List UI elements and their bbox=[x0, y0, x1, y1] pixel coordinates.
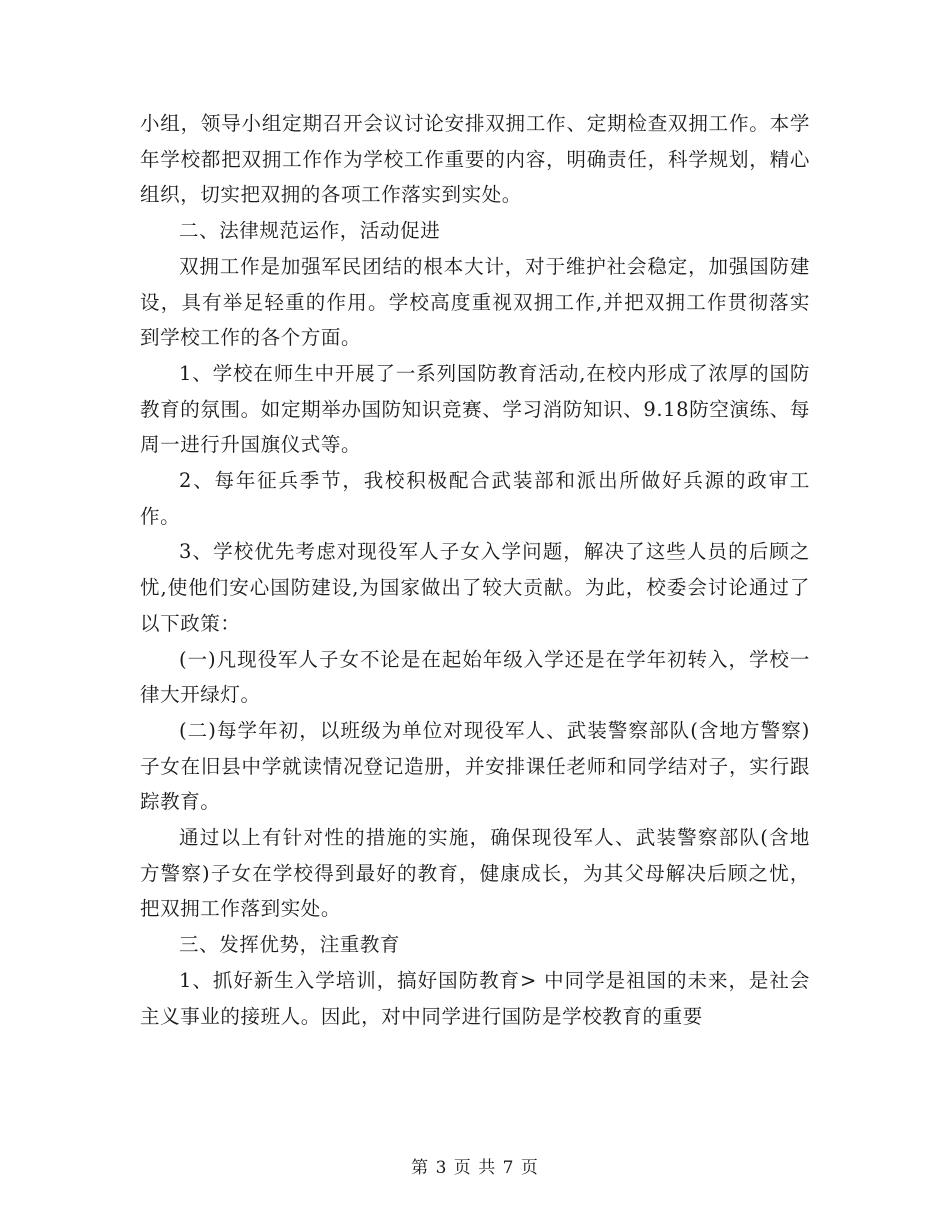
section-heading-3: 三、发挥优势，注重教育 bbox=[179, 933, 401, 957]
list-item-3: 3、学校优先考虑对现役军人子女入学问题，解决了这些人员的后顾之忧,使他们安心国防建设,为国家做出了较大贡献。为此，校委会讨论通过了以下政策： bbox=[140, 540, 810, 635]
document-body bbox=[140, 106, 810, 1034]
paragraph-continuation: 小组，领导小组定期召开会议讨论安排双拥工作、定期检查双拥工作。本学年学校都把双拥工作作为学校工作重要的内容，明确责任，科学规划，精心组织，切实把双拥的各项工作落实到实处。 bbox=[140, 112, 810, 207]
section-heading-2: 二、法律规范运作，活动促进 bbox=[179, 219, 441, 243]
list-item-1: 1、学校在师生中开展了一系列国防教育活动,在校内形成了浓厚的国防教育的氛围。如定期举办国防知识竞赛、学习消防知识、9.18防空演练、每周一进行升国旗仪式等。 bbox=[140, 361, 810, 457]
paragraph: 双拥工作是加强军民团结的根本大计，对于维护社会稳定，加强国防建设，具有举足轻重的作用。学校高度重视双拥工作,并把双拥工作贯彻落实到学校工作的各个方面。 bbox=[140, 254, 810, 350]
page-number-footer: 第 3 页 共 7 页 bbox=[411, 1158, 539, 1178]
list-item-section3-1: 1、抓好新生入学培训，搞好国防教育> 中同学是祖国的未来，是社会主义事业的接班人。因此，对中同学进行国防是学校教育的重要 bbox=[140, 968, 810, 1028]
policy-item-2: (二)每学年初，以班级为单位对现役军人、武装警察部队(含地方警察)子女在旧县中学就读情况登记造册，并安排课任老师和同学结对子，实行跟踪教育。 bbox=[140, 718, 810, 814]
policy-item-1: (一)凡现役军人子女不论是在起始年级入学还是在学年初转入，学校一律大开绿灯。 bbox=[140, 647, 810, 707]
paragraph-summary: 通过以上有针对性的措施的实施，确保现役军人、武装警察部队(含地方警察)子女在学校得到最好的教育，健康成长，为其父母解决后顾之忧，把双拥工作落到实处。 bbox=[140, 826, 810, 921]
list-item-2: 2、每年征兵季节，我校积极配合武装部和派出所做好兵源的政审工作。 bbox=[140, 469, 810, 528]
